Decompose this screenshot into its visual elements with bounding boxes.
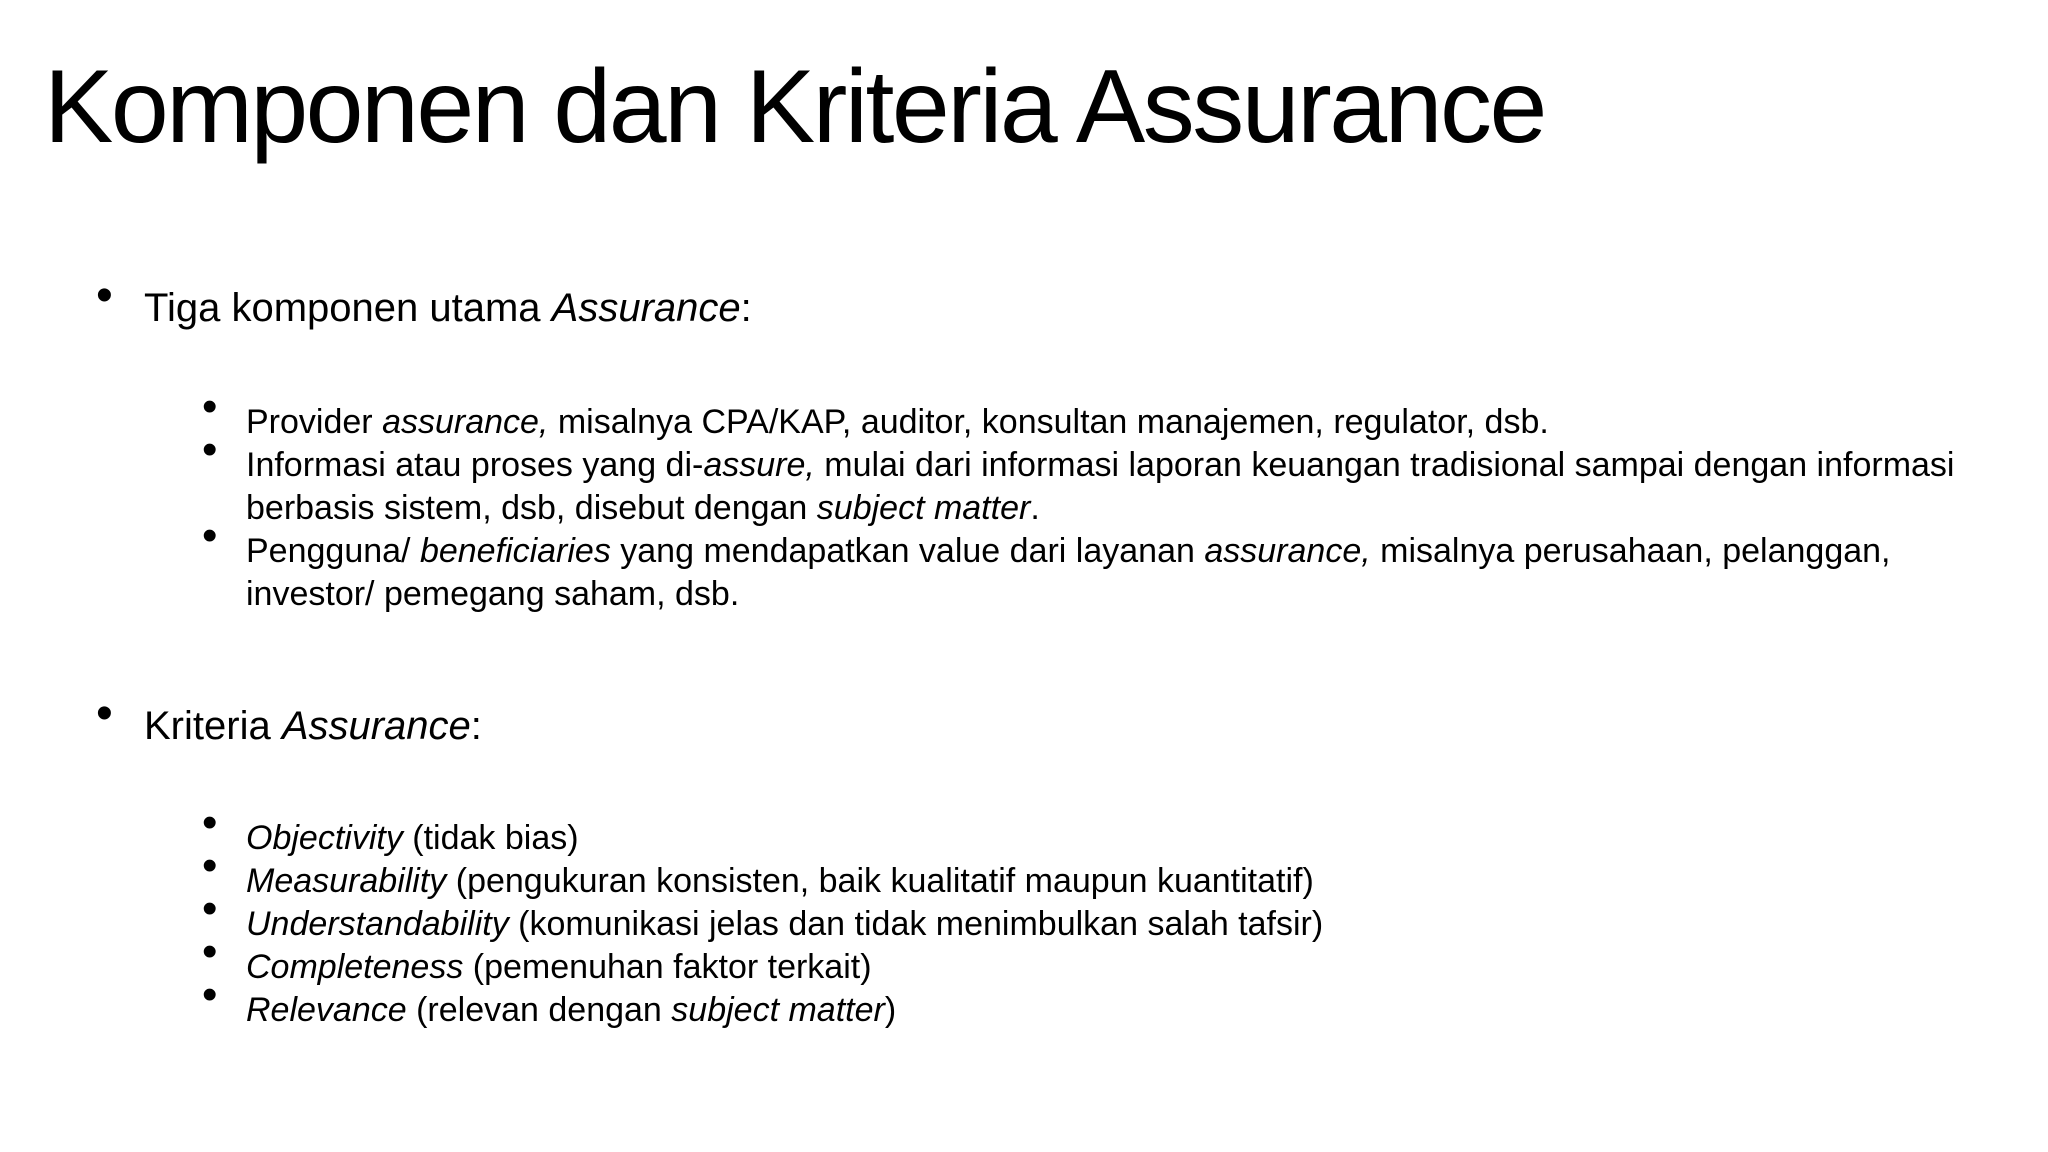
criteria-heading-text: Kriteria Assurance: (144, 704, 482, 748)
list-item-relevance: • Relevance (relevan dengan subject matter) (202, 970, 897, 1029)
components-heading-text: Tiga komponen utama Assurance: (144, 286, 752, 330)
list-item-information: • Informasi atau proses yang di-assure, mulai dari informasi laporan keuangan tradisional sampai dengan informasi berbasis sistem, dsb, disebut dengan subject matter. (202, 425, 1955, 527)
bullet-dot-icon: • (202, 798, 218, 847)
bullet-components-heading (96, 269, 752, 332)
bullet-dot-icon: • (202, 884, 218, 933)
list-item-understandability: • Understandability (komunikasi jelas dan tidak menimbulkan salah tafsir) (202, 884, 1324, 943)
criteria-list (202, 798, 1962, 1032)
list-item-objectivity: • Objectivity (tidak bias) (202, 798, 579, 857)
bullet-criteria-heading (96, 687, 482, 750)
bullet-dot-icon: • (202, 841, 218, 890)
bullet-dot-icon: • (202, 927, 218, 976)
bullet-dot-icon: • (96, 269, 113, 322)
list-item-measurability: • Measurability (pengukuran konsisten, baik kualitatif maupun kuantitatif) (202, 841, 1314, 900)
components-list (202, 382, 1962, 616)
bullet-dot-icon: • (202, 970, 218, 1019)
list-item-completeness: • Completeness (pemenuhan faktor terkait) (202, 927, 872, 986)
slide-title: Komponen dan Kriteria Assurance (44, 49, 1545, 165)
list-item-provider: • Provider assurance, misalnya CPA/KAP, auditor, konsultan manajemen, regulator, dsb. (202, 382, 1549, 441)
bullet-dot-icon: • (96, 687, 113, 740)
bullet-dot-icon: • (202, 425, 218, 474)
list-item-users: • Pengguna/ beneficiaries yang mendapatkan value dari layanan assurance, misalnya perusahaan, pelanggan, investor/ pemegang saham, dsb. (202, 511, 1891, 613)
bullet-dot-icon: • (202, 382, 218, 431)
bullet-dot-icon: • (202, 511, 218, 560)
